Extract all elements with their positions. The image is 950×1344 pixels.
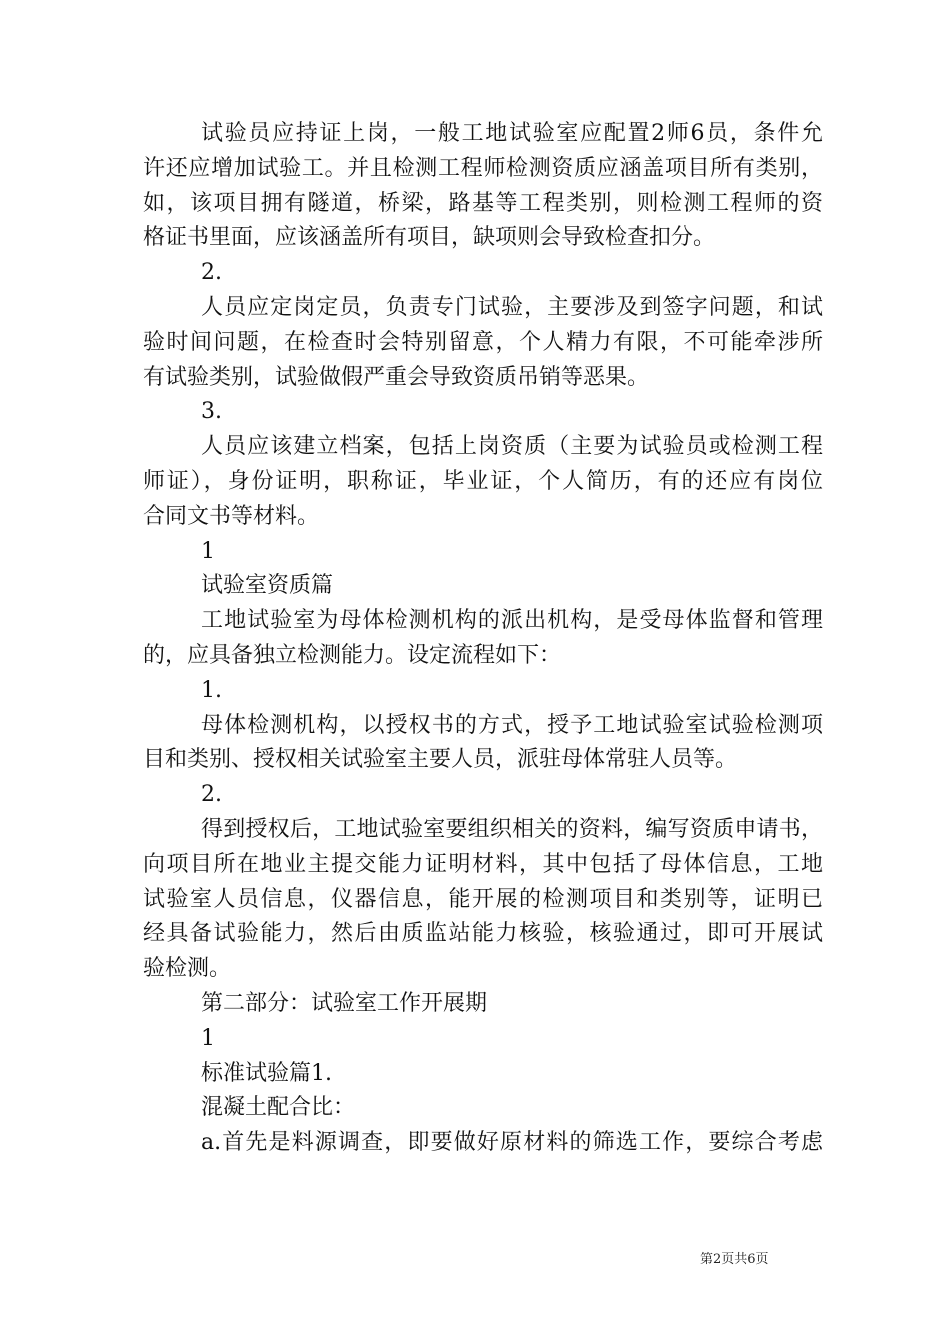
text-line: 的，应具备独立检测能力。设定流程如下： (143, 642, 562, 668)
text-line: 验时间问题，在检查时会特别留意，个人精力有限，不可能牵涉所 (143, 329, 823, 355)
text-line: 试验室人员信息，仪器信息，能开展的检测项目和类别等，证明已 (143, 886, 823, 912)
text-line: 2. (201, 782, 222, 808)
text-line: 得到授权后，工地试验室要组织相关的资料，编写资质申请书， (201, 816, 823, 842)
text-line: 1. (201, 677, 222, 703)
text-line: 格证书里面，应该涵盖所有项目，缺项则会导致检查扣分。 (143, 225, 716, 251)
text-line: 验检测。 (143, 956, 232, 982)
text-line: 合同文书等材料。 (143, 503, 320, 529)
text-line: 混凝土配合比： (201, 1095, 356, 1121)
text-line: 师证），身份证明，职称证，毕业证，个人简历，有的还应有岗位 (143, 468, 823, 494)
document-body (143, 117, 823, 1161)
text-line: 2. (201, 260, 222, 286)
text-line: 试验员应持证上岗，一般工地试验室应配置2师6员，条件允 (201, 121, 823, 146)
text-line: 标准试验篇1. (201, 1060, 332, 1086)
text-line: 许还应增加试验工。并且检测工程师检测资质应涵盖项目所有类别， (143, 155, 823, 181)
text-line: 经具备试验能力，然后由质监站能力核验，核验通过，即可开展试 (143, 921, 823, 947)
page-footer: 第2页共6页 (700, 1252, 769, 1267)
text-line: 3. (201, 399, 222, 425)
text-line: 目和类别、授权相关试验室主要人员，派驻母体常驻人员等。 (143, 747, 738, 773)
text-line: 人员应该建立档案，包括上岗资质（主要为试验员或检测工程 (201, 434, 823, 460)
text-line: a.首先是料源调查，即要做好原材料的筛选工作，要综合考虑 (201, 1130, 823, 1156)
text-line: 人员应定岗定员，负责专门试验，主要涉及到签字问题，和试 (201, 294, 823, 320)
text-line: 1 (201, 538, 215, 564)
text-line: 试验室资质篇 (201, 573, 334, 599)
text-line: 第二部分：试验室工作开展期 (201, 990, 488, 1016)
text-line: 工地试验室为母体检测机构的派出机构，是受母体监督和管理 (201, 608, 823, 634)
text-line: 母体检测机构，以授权书的方式，授予工地试验室试验检测项 (201, 712, 823, 738)
text-line: 1 (201, 1025, 215, 1051)
text-line: 有试验类别，试验做假严重会导致资质吊销等恶果。 (143, 364, 650, 390)
text-line: 向项目所在地业主提交能力证明材料，其中包括了母体信息，工地 (143, 851, 823, 877)
text-line: 如，该项目拥有隧道，桥梁，路基等工程类别，则检测工程师的资 (143, 190, 823, 216)
